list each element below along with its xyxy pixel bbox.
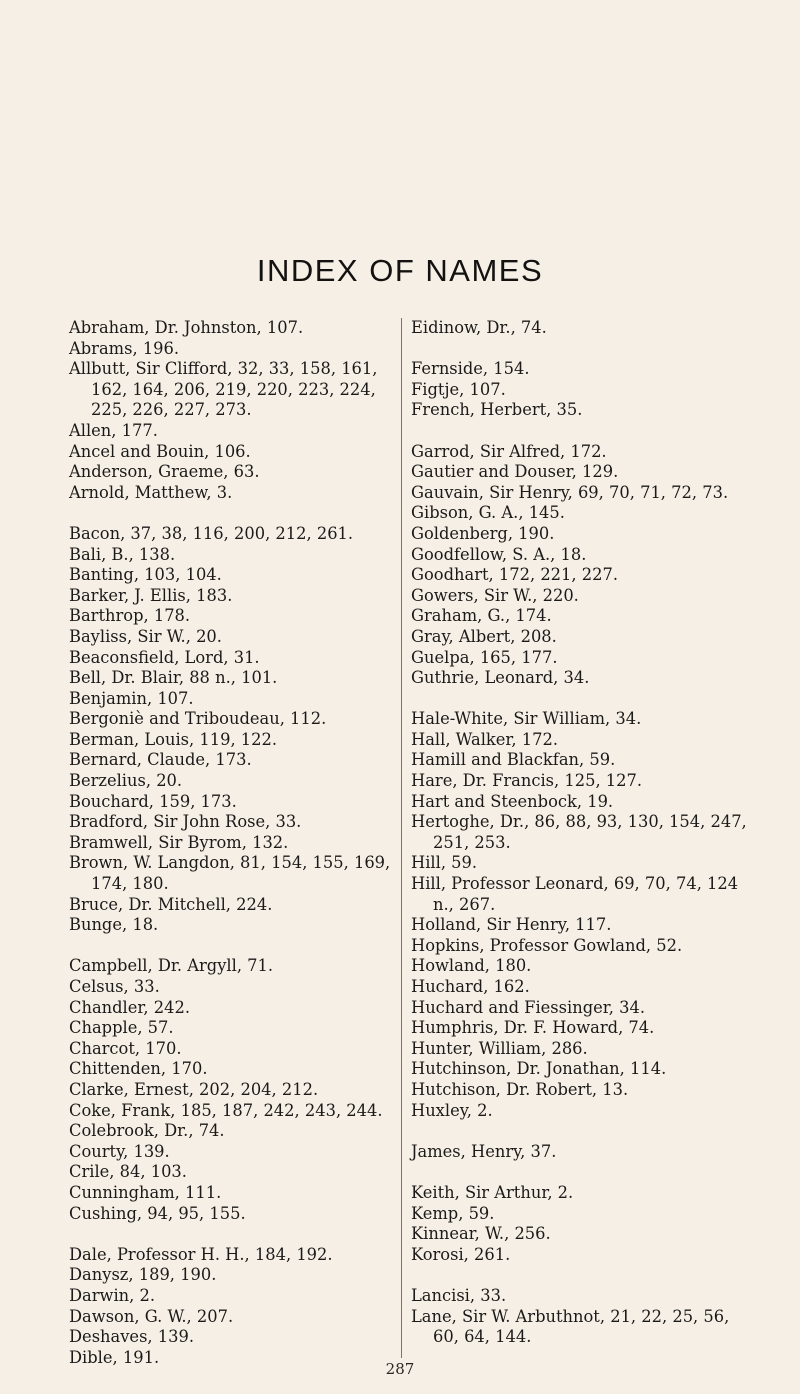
index-entry: Lane, Sir W. Arbuthnot, 21, 22, 25, 56, 60, 64, 144.: [411, 1306, 730, 1347]
index-column-right: [411, 318, 751, 1348]
index-entry: Korosi, 261.: [411, 1244, 511, 1264]
index-entry: Hale-White, Sir William, 34.: [411, 709, 642, 729]
index-entry: Allen, 177.: [69, 420, 158, 440]
index-entry: Hutchison, Dr. Robert, 13.: [411, 1079, 629, 1099]
index-entry: Abraham, Dr. Johnston, 107.: [69, 318, 304, 337]
index-entry: Abrams, 196.: [69, 338, 180, 358]
index-entry: Eidinow, Dr., 74.: [411, 318, 547, 337]
index-entry: Howland, 180.: [411, 956, 532, 976]
index-entry: Arnold, Matthew, 3.: [69, 482, 233, 502]
index-entry: Holland, Sir Henry, 117.: [411, 915, 612, 935]
index-entry: Huchard, 162.: [411, 977, 530, 996]
index-entry: Gowers, Sir W., 220.: [411, 585, 579, 605]
index-entry: Anderson, Graeme, 63.: [69, 462, 260, 482]
index-entry: Lancisi, 33.: [411, 1285, 507, 1305]
index-entry: Chandler, 242.: [69, 997, 190, 1017]
page-number: 287: [385, 1360, 415, 1378]
index-entry: Ancel and Bouin, 106.: [69, 441, 251, 461]
index-entry: Courty, 139.: [69, 1141, 170, 1161]
index-entry: Kemp, 59.: [411, 1203, 495, 1223]
letter-group-gap: [411, 689, 751, 710]
index-entry: Bernard, Claude, 173.: [69, 750, 252, 770]
letter-group-gap: [411, 1162, 751, 1183]
index-entry: Dale, Professor H. H., 184, 192.: [69, 1244, 333, 1264]
index-entry: Bergoniè and Triboudeau, 112.: [69, 709, 327, 729]
index-entry: Brown, W. Langdon, 81, 154, 155, 169, 174, 180.: [69, 853, 391, 894]
index-entry: Deshaves, 139.: [69, 1327, 195, 1347]
letter-group-gap: [411, 1121, 751, 1142]
index-entry: Goodfellow, S. A., 18.: [411, 544, 587, 564]
index-entry: Barthrop, 178.: [69, 606, 191, 626]
index-entry: Gauvain, Sir Henry, 69, 70, 71, 72, 73.: [411, 482, 729, 502]
index-entry: Guelpa, 165, 177.: [411, 647, 558, 667]
index-entry: Graham, G., 174.: [411, 606, 552, 626]
index-entry: Hutchinson, Dr. Jonathan, 114.: [411, 1059, 667, 1079]
index-entry: Hill, 59.: [411, 853, 478, 873]
index-entry: Allbutt, Sir Clifford, 32, 33, 158, 161, 162, 164, 206, 219, 220, 223, 224, 225, 226, 227, 273.: [69, 359, 378, 420]
index-entry: Hall, Walker, 172.: [411, 729, 558, 749]
index-entry: Celsus, 33.: [69, 977, 160, 996]
index-entry: Hopkins, Professor Gowland, 52.: [411, 935, 683, 955]
index-entry: Benjamin, 107.: [69, 688, 194, 708]
index-entry: Gibson, G. A., 145.: [411, 503, 565, 523]
letter-group-gap: [411, 339, 751, 360]
index-entry: Banting, 103, 104.: [69, 565, 222, 585]
index-entry: Colebrook, Dr., 74.: [69, 1121, 225, 1141]
index-entry: Bradford, Sir John Rose, 33.: [69, 812, 302, 832]
page-title: INDEX OF NAMES: [256, 253, 544, 288]
index-entry: Figtje, 107.: [411, 379, 506, 399]
index-entry: Hill, Professor Leonard, 69, 70, 74, 124 n., 267.: [411, 874, 739, 914]
column-divider: [401, 318, 402, 1358]
letter-group-gap: [69, 1224, 399, 1245]
letter-group-gap: [69, 936, 399, 957]
index-entry: Dible, 191.: [69, 1347, 160, 1367]
index-entry: Coke, Frank, 185, 187, 242, 243, 244.: [69, 1100, 383, 1120]
index-entry: Berzelius, 20.: [69, 771, 183, 791]
index-entry: Bayliss, Sir W., 20.: [69, 626, 222, 646]
index-entry: Gray, Albert, 208.: [411, 626, 557, 646]
index-entry: Guthrie, Leonard, 34.: [411, 668, 590, 688]
index-entry: Bacon, 37, 38, 116, 200, 212, 261.: [69, 523, 354, 543]
index-entry: Campbell, Dr. Argyll, 71.: [69, 956, 274, 976]
index-entry: Charcot, 170.: [69, 1038, 182, 1058]
index-entry: Hunter, William, 286.: [411, 1038, 588, 1058]
index-entry: Hertoghe, Dr., 86, 88, 93, 130, 154, 247, 251, 253.: [411, 812, 747, 852]
index-entry: Fernside, 154.: [411, 359, 530, 379]
index-entry: Berman, Louis, 119, 122.: [69, 729, 278, 749]
index-entry: Hart and Steenbock, 19.: [411, 791, 614, 811]
index-column-left: [69, 318, 399, 1368]
index-entry: Hamill and Blackfan, 59.: [411, 750, 616, 770]
index-entry: Huxley, 2.: [411, 1100, 493, 1120]
index-entry: Cunningham, 111.: [69, 1182, 222, 1202]
index-entry: Cushing, 94, 95, 155.: [69, 1203, 246, 1223]
index-entry: Chapple, 57.: [69, 1018, 174, 1038]
index-entry: Keith, Sir Arthur, 2.: [411, 1182, 574, 1202]
index-entry: Crile, 84, 103.: [69, 1162, 187, 1182]
index-entry: Darwin, 2.: [69, 1285, 156, 1305]
index-entry: Garrod, Sir Alfred, 172.: [411, 441, 607, 461]
index-entry: Clarke, Ernest, 202, 204, 212.: [69, 1079, 319, 1099]
index-entry: Bramwell, Sir Byrom, 132.: [69, 832, 289, 852]
index-entry: Bell, Dr. Blair, 88 n., 101.: [69, 668, 278, 688]
index-entry: Huchard and Fiessinger, 34.: [411, 997, 646, 1017]
index-entry: Gautier and Douser, 129.: [411, 462, 619, 482]
index-entry: Goodhart, 172, 221, 227.: [411, 565, 619, 585]
index-entry: Goldenberg, 190.: [411, 523, 555, 543]
index-entry: French, Herbert, 35.: [411, 400, 583, 420]
index-entry: Hare, Dr. Francis, 125, 127.: [411, 771, 643, 791]
letter-group-gap: [69, 503, 399, 524]
letter-group-gap: [411, 421, 751, 442]
index-entry: Chittenden, 170.: [69, 1059, 208, 1079]
index-entry: Bunge, 18.: [69, 915, 159, 935]
index-entry: Bruce, Dr. Mitchell, 224.: [69, 894, 273, 914]
index-entry: Bali, B., 138.: [69, 544, 176, 564]
index-entry: Dawson, G. W., 207.: [69, 1306, 234, 1326]
index-entry: Barker, J. Ellis, 183.: [69, 585, 233, 605]
index-entry: Kinnear, W., 256.: [411, 1224, 551, 1244]
index-entry: James, Henry, 37.: [411, 1141, 557, 1161]
index-entry: Beaconsfield, Lord, 31.: [69, 647, 260, 667]
index-entry: Danysz, 189, 190.: [69, 1265, 217, 1285]
index-entry: Humphris, Dr. F. Howard, 74.: [411, 1018, 655, 1038]
index-entry: Bouchard, 159, 173.: [69, 791, 237, 811]
letter-group-gap: [411, 1265, 751, 1286]
